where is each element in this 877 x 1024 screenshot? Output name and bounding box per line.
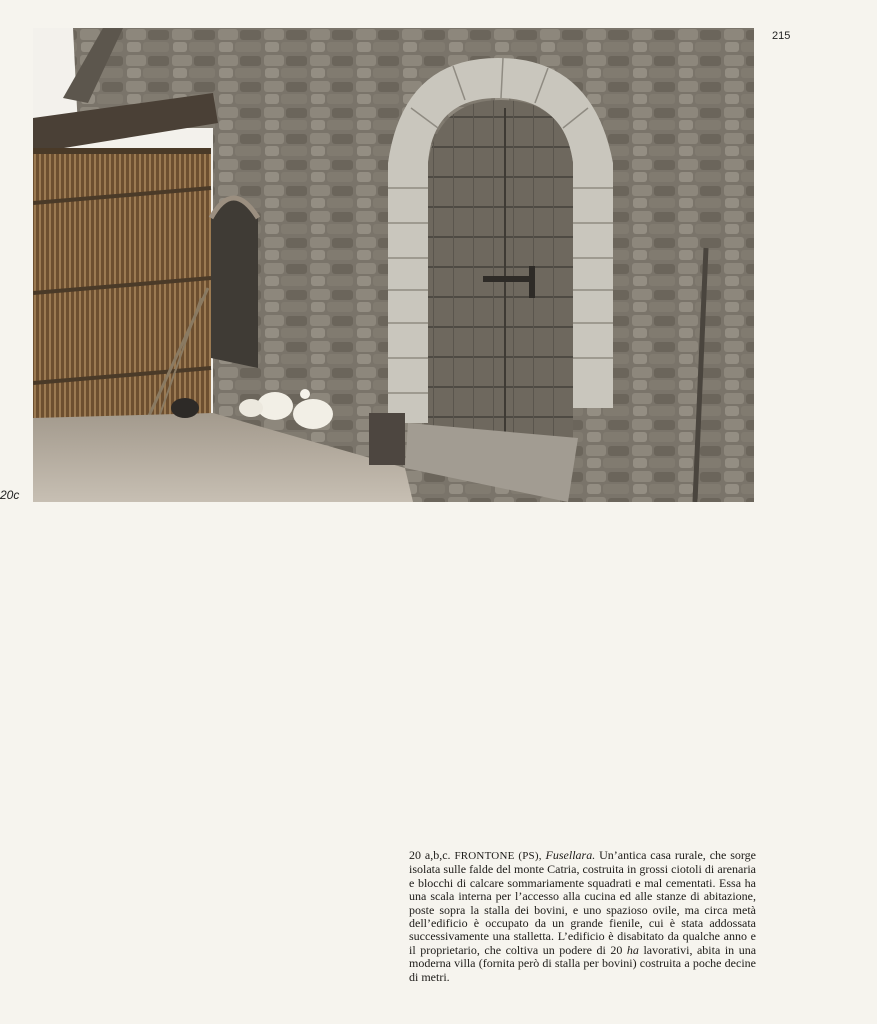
caption <box>409 849 756 984</box>
door-latch <box>483 276 535 282</box>
caption-place: FRONTONE (PS), <box>454 850 542 862</box>
wooden-block <box>369 413 405 465</box>
photograph-farmhouse <box>33 28 754 502</box>
caption-number: 20 a,b,c. <box>409 848 451 862</box>
side-doorway <box>211 198 258 368</box>
caption-locality: Fusellara. <box>545 848 596 862</box>
caption-text: Un’antica casa rurale, che sorge isolata sulle falde del monte Catria, costruita in grossi ciotoli di arenaria e blocchi di calcare sommariamente squadrati e mal cementati. Essa ha una scala interna per l’accesso alla cucina ed alle stanze di abitazione, poste sopra la stalla dei bovini, e uno spazioso ovile, ma circa metà dell’edificio è occupato da un grande fienile, cui è stata addossata successivamente una stalletta. L’edificio è disabitato da qualche anno e il proprietario, che coltiva un podere di 20 <box>409 848 757 957</box>
caption-unit: ha <box>626 942 639 957</box>
page-number: 215 <box>772 30 791 42</box>
caption-text-end: lavorativi, abita in una moderna villa (fornita però di stalla per bovini) costruita a poche decine di metri. <box>409 942 757 984</box>
wooden-door <box>428 100 573 448</box>
figure-label: 20c <box>0 488 20 502</box>
